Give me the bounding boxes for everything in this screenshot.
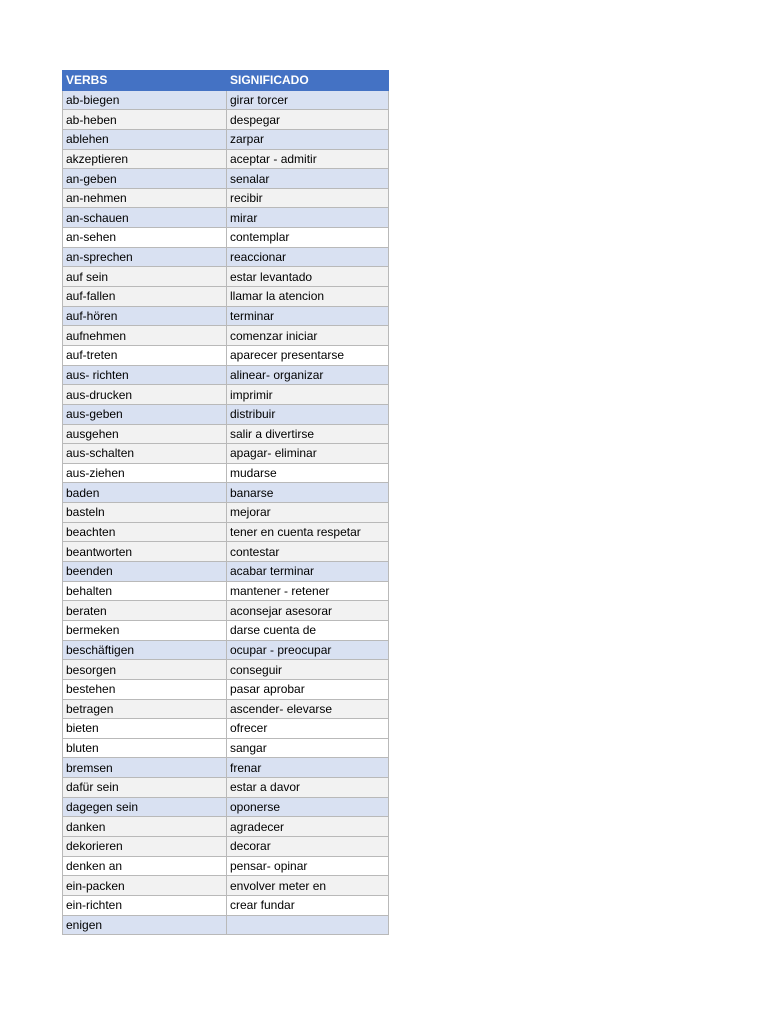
meaning-cell: despegar <box>227 110 389 130</box>
verb-cell: aus-ziehen <box>63 463 227 483</box>
meaning-cell: contemplar <box>227 228 389 248</box>
table-body <box>63 90 389 935</box>
meaning-cell: contestar <box>227 542 389 562</box>
meaning-cell: imprimir <box>227 385 389 405</box>
table-row <box>63 699 389 719</box>
meaning-cell: banarse <box>227 483 389 503</box>
verb-cell: dagegen sein <box>63 797 227 817</box>
table-row <box>63 522 389 542</box>
meaning-cell: ocupar - preocupar <box>227 640 389 660</box>
verb-cell: bestehen <box>63 679 227 699</box>
table-row <box>63 129 389 149</box>
verb-cell: an-nehmen <box>63 188 227 208</box>
table-row <box>63 463 389 483</box>
table-row <box>63 169 389 189</box>
meaning-cell: aconsejar asesorar <box>227 601 389 621</box>
table-row <box>63 915 389 935</box>
table-row <box>63 345 389 365</box>
meaning-cell: envolver meter en <box>227 876 389 896</box>
table-row <box>63 228 389 248</box>
meaning-cell: apagar- eliminar <box>227 444 389 464</box>
meaning-cell <box>227 915 389 935</box>
verb-cell: ablehen <box>63 129 227 149</box>
table-row <box>63 719 389 739</box>
table-row <box>63 424 389 444</box>
meaning-cell: conseguir <box>227 660 389 680</box>
meaning-cell: ascender- elevarse <box>227 699 389 719</box>
table-row <box>63 188 389 208</box>
verb-cell: aus- richten <box>63 365 227 385</box>
verb-cell: ein-richten <box>63 895 227 915</box>
verb-cell: an-geben <box>63 169 227 189</box>
meaning-cell: girar torcer <box>227 90 389 110</box>
table-row <box>63 562 389 582</box>
table-row <box>63 856 389 876</box>
verb-cell: bermeken <box>63 620 227 640</box>
table-row <box>63 404 389 424</box>
verb-cell: enigen <box>63 915 227 935</box>
table-row <box>63 90 389 110</box>
meaning-cell: terminar <box>227 306 389 326</box>
table-header-row <box>63 71 389 91</box>
meaning-cell: mantener - retener <box>227 581 389 601</box>
table-row <box>63 620 389 640</box>
meaning-cell: estar a davor <box>227 778 389 798</box>
verb-cell: ausgehen <box>63 424 227 444</box>
verb-cell: basteln <box>63 503 227 523</box>
verb-cell: dafür sein <box>63 778 227 798</box>
meaning-cell: distribuir <box>227 404 389 424</box>
table-row <box>63 738 389 758</box>
verb-cell: beantworten <box>63 542 227 562</box>
verb-cell: bieten <box>63 719 227 739</box>
table-row <box>63 385 389 405</box>
table-row <box>63 365 389 385</box>
table-row <box>63 660 389 680</box>
table-row <box>63 679 389 699</box>
table-row <box>63 503 389 523</box>
verb-cell: auf-fallen <box>63 287 227 307</box>
column-header-verbs: VERBS <box>63 71 227 91</box>
table-row <box>63 267 389 287</box>
meaning-cell: mejorar <box>227 503 389 523</box>
meaning-cell: zarpar <box>227 129 389 149</box>
verb-cell: auf sein <box>63 267 227 287</box>
table-row <box>63 326 389 346</box>
verb-cell: beraten <box>63 601 227 621</box>
meaning-cell: ofrecer <box>227 719 389 739</box>
meaning-cell: recibir <box>227 188 389 208</box>
meaning-cell: mudarse <box>227 463 389 483</box>
verb-cell: aus-geben <box>63 404 227 424</box>
meaning-cell: llamar la atencion <box>227 287 389 307</box>
table-row <box>63 110 389 130</box>
verb-cell: auf-treten <box>63 345 227 365</box>
table-row <box>63 640 389 660</box>
meaning-cell: aceptar - admitir <box>227 149 389 169</box>
meaning-cell: darse cuenta de <box>227 620 389 640</box>
meaning-cell: frenar <box>227 758 389 778</box>
meaning-cell: acabar terminar <box>227 562 389 582</box>
meaning-cell: salir a divertirse <box>227 424 389 444</box>
vocabulary-table <box>62 70 389 935</box>
table-row <box>63 797 389 817</box>
meaning-cell: comenzar iniciar <box>227 326 389 346</box>
verb-cell: baden <box>63 483 227 503</box>
table-row <box>63 601 389 621</box>
verb-cell: aus-drucken <box>63 385 227 405</box>
meaning-cell: reaccionar <box>227 247 389 267</box>
table-row <box>63 581 389 601</box>
column-header-significado: SIGNIFICADO <box>227 71 389 91</box>
table-row <box>63 542 389 562</box>
verb-cell: ab-heben <box>63 110 227 130</box>
meaning-cell: aparecer presentarse <box>227 345 389 365</box>
verb-cell: besorgen <box>63 660 227 680</box>
table-row <box>63 836 389 856</box>
verb-cell: auf-hören <box>63 306 227 326</box>
meaning-cell: estar levantado <box>227 267 389 287</box>
verb-cell: beenden <box>63 562 227 582</box>
meaning-cell: pasar aprobar <box>227 679 389 699</box>
meaning-cell: crear fundar <box>227 895 389 915</box>
table-row <box>63 817 389 837</box>
verb-cell: an-schauen <box>63 208 227 228</box>
table-row <box>63 876 389 896</box>
table-row <box>63 247 389 267</box>
table-row <box>63 778 389 798</box>
verb-cell: aufnehmen <box>63 326 227 346</box>
verb-cell: behalten <box>63 581 227 601</box>
table-row <box>63 444 389 464</box>
verb-cell: bluten <box>63 738 227 758</box>
verb-cell: akzeptieren <box>63 149 227 169</box>
meaning-cell: senalar <box>227 169 389 189</box>
table-row <box>63 208 389 228</box>
meaning-cell: tener en cuenta respetar <box>227 522 389 542</box>
table-row <box>63 149 389 169</box>
meaning-cell: alinear- organizar <box>227 365 389 385</box>
verb-cell: denken an <box>63 856 227 876</box>
verb-cell: beschäftigen <box>63 640 227 660</box>
meaning-cell: sangar <box>227 738 389 758</box>
verb-cell: danken <box>63 817 227 837</box>
verb-cell: an-sprechen <box>63 247 227 267</box>
meaning-cell: agradecer <box>227 817 389 837</box>
verb-cell: ab-biegen <box>63 90 227 110</box>
verb-cell: beachten <box>63 522 227 542</box>
verb-cell: ein-packen <box>63 876 227 896</box>
verb-cell: dekorieren <box>63 836 227 856</box>
table-row <box>63 758 389 778</box>
meaning-cell: oponerse <box>227 797 389 817</box>
verb-cell: bremsen <box>63 758 227 778</box>
meaning-cell: decorar <box>227 836 389 856</box>
meaning-cell: mirar <box>227 208 389 228</box>
verb-cell: betragen <box>63 699 227 719</box>
table-row <box>63 306 389 326</box>
table-row <box>63 483 389 503</box>
table-row <box>63 287 389 307</box>
verb-cell: an-sehen <box>63 228 227 248</box>
table-row <box>63 895 389 915</box>
meaning-cell: pensar- opinar <box>227 856 389 876</box>
verb-cell: aus-schalten <box>63 444 227 464</box>
